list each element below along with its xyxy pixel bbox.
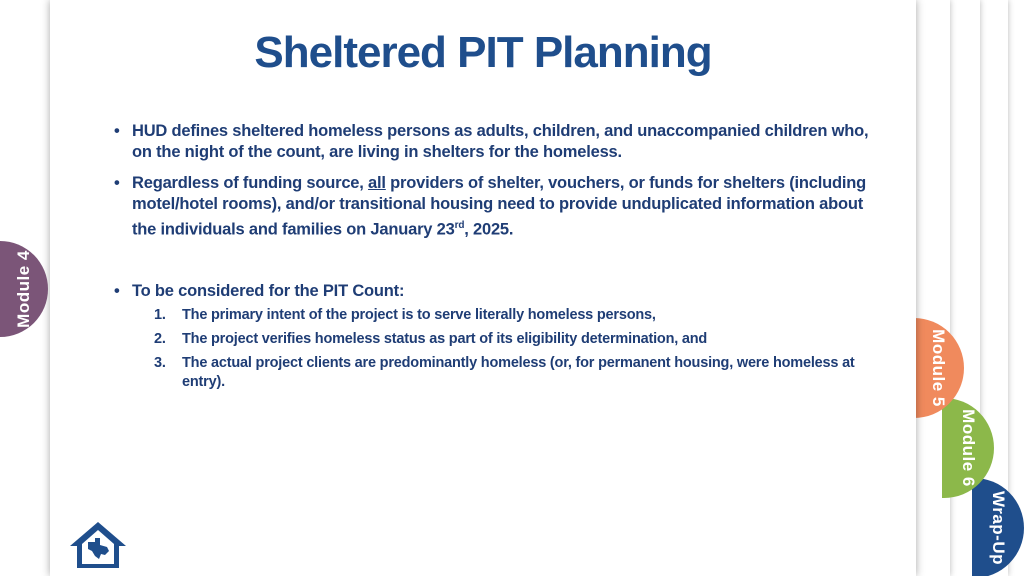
criteria-item (154, 330, 874, 349)
criteria-number: 1. (154, 306, 166, 323)
criteria-number: 3. (154, 354, 166, 371)
criteria-item (154, 354, 874, 392)
bullet-providers-tail: , 2025. (464, 220, 514, 239)
bullet-providers-post: providers of shelter, vouchers, or funds for shelters (including motel/hotel rooms), and/or transitional housing need to provide unduplicated information about the individuals and families on January 23 (132, 174, 867, 239)
tab-module-5-label: Module 5 (929, 329, 949, 407)
bullet-pit-criteria-text: To be considered for the PIT Count: (132, 281, 405, 300)
criteria-text: The primary intent of the project is to serve literally homeless persons, (182, 306, 656, 323)
bullet-providers-emphasis: all (368, 174, 386, 192)
slide-content (114, 121, 874, 397)
criteria-list (114, 306, 874, 392)
slide-title: Sheltered PIT Planning (254, 28, 712, 77)
bullet-definition-text: HUD defines sheltered homeless persons as adults, children, and unaccompanied children who, on the night of the count, are living in shelters for the homeless. (132, 122, 869, 161)
tab-wrap-up-label: Wrap-Up (989, 490, 1009, 566)
tab-module-4-label: Module 4 (14, 250, 34, 328)
tab-module-6-label: Module 6 (959, 409, 979, 487)
criteria-item (154, 306, 874, 325)
criteria-text: The actual project clients are predominantly homeless (or, for permanent housing, were homeless at entry). (182, 354, 855, 390)
criteria-number: 2. (154, 330, 166, 347)
bullet-definition (114, 121, 874, 163)
bullet-pit-criteria (114, 281, 874, 302)
bullet-providers-pre: Regardless of funding source, (132, 174, 369, 192)
bullet-providers (114, 173, 874, 241)
home-texas-icon[interactable] (68, 520, 128, 570)
slide-page (50, 0, 916, 576)
bullet-providers-sup: rd (454, 220, 465, 231)
criteria-text: The project verifies homeless status as part of its eligibility determination, and (182, 330, 708, 347)
